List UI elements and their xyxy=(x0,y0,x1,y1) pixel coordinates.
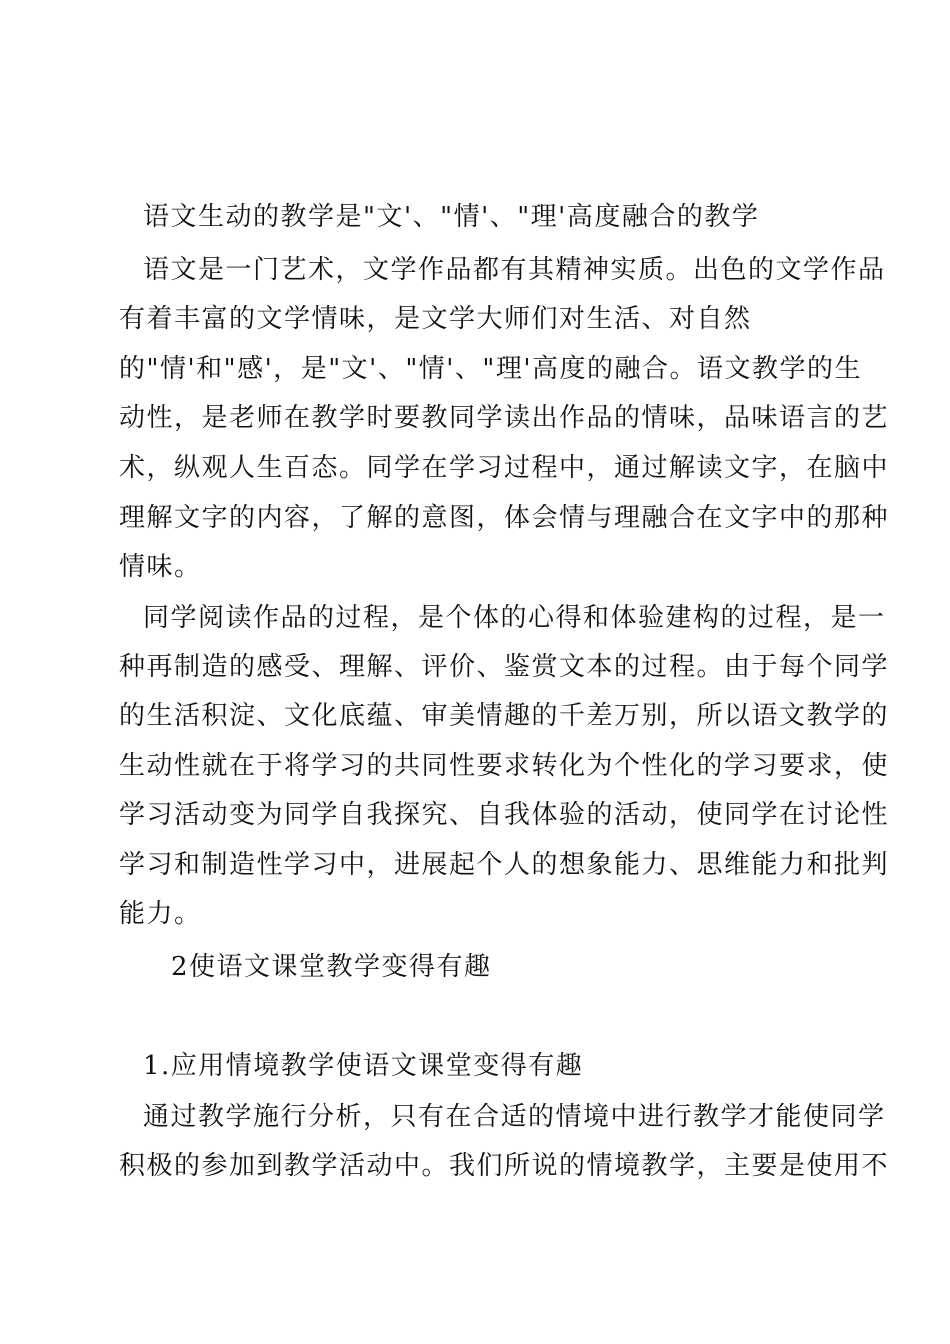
paragraph-line: 情味。 xyxy=(119,552,202,582)
paragraph-line: 动性，是老师在教学时要教同学读出作品的情味，品味语言的艺 xyxy=(119,403,890,433)
paragraph-line: 通过教学施行分析，只有在合适的情境中进行教学才能使同学 xyxy=(143,1102,886,1132)
heading-line: 语文生动的教学是"文'、"情'、"理'高度融合的教学 xyxy=(143,202,760,232)
paragraph-line: 学习和制造性学习中，进展起个人的想象能力、思维能力和批判 xyxy=(119,850,890,880)
paragraph-line: 术，纵观人生百态。同学在学习过程中，通过解读文字，在脑中 xyxy=(119,453,890,483)
paragraph-line: 理解文字的内容，了解的意图，体会情与理融合在文字中的那种 xyxy=(119,503,890,533)
paragraph-line: 语文是一门艺术，文学作品都有其精神实质。出色的文学作品 xyxy=(143,255,886,285)
paragraph-line: 学习活动变为同学自我探究、自我体验的活动，使同学在讨论性 xyxy=(119,800,890,830)
paragraph-line: 积极的参加到教学活动中。我们所说的情境教学，主要是使用不 xyxy=(119,1151,890,1181)
paragraph-line: 能力。 xyxy=(119,899,202,929)
paragraph-line: 有着丰富的文学情味，是文学大师们对生活、对自然 xyxy=(119,304,752,334)
paragraph-line: 同学阅读作品的过程，是个体的心得和体验建构的过程，是一 xyxy=(143,603,886,633)
paragraph-line: 的生活积淀、文化底蕴、审美情趣的千差万别，所以语文教学的 xyxy=(119,701,890,731)
subsection-heading: 1.应用情境教学使语文课堂变得有趣 xyxy=(143,1051,584,1081)
paragraph-line: 生动性就在于将学习的共同性要求转化为个性化的学习要求，使 xyxy=(119,751,890,781)
paragraph-line: 的"情'和"感'，是"文'、"情'、"理'高度的融合。语文教学的生 xyxy=(119,354,863,384)
paragraph-line: 种再制造的感受、理解、评价、鉴赏文本的过程。由于每个同学 xyxy=(119,652,890,682)
section-heading: 2使语文课堂教学变得有趣 xyxy=(171,952,492,982)
